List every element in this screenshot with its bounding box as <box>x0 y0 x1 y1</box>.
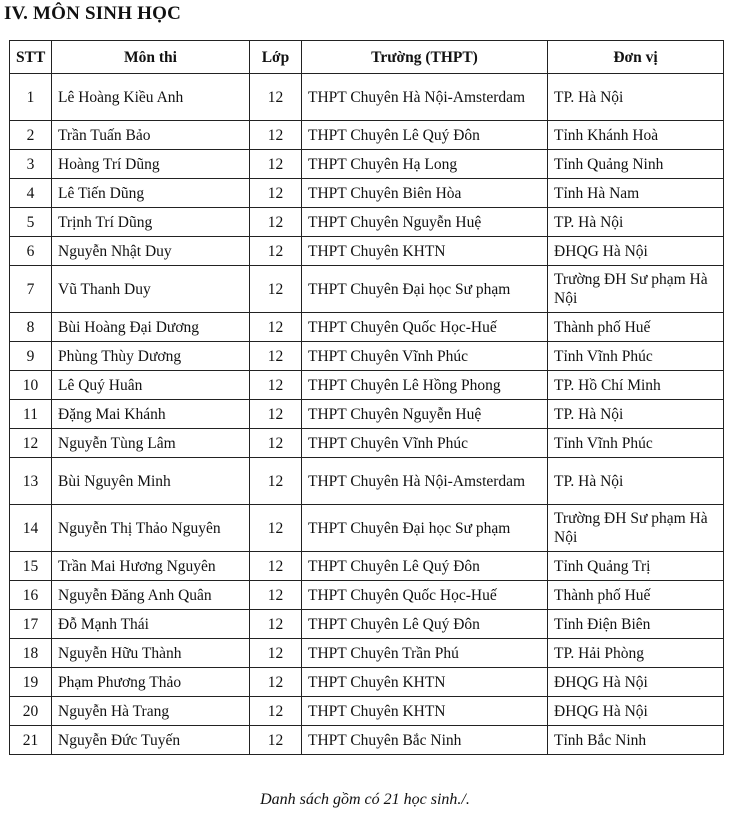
student-table <box>9 40 724 755</box>
section-title: IV. MÔN SINH HỌC <box>4 3 182 24</box>
table-header-row <box>10 41 724 74</box>
cell-unit: Tỉnh Vĩnh Phúc <box>548 342 724 371</box>
cell-name: Trần Tuấn Bảo <box>52 121 250 150</box>
cell-school: THPT Chuyên Lê Quý Đôn <box>302 610 548 639</box>
cell-stt: 19 <box>10 668 52 697</box>
table-row <box>10 610 724 639</box>
cell-school: THPT Chuyên Vĩnh Phúc <box>302 342 548 371</box>
cell-school: THPT Chuyên Hà Nội-Amsterdam <box>302 458 548 505</box>
cell-stt: 8 <box>10 313 52 342</box>
cell-stt: 21 <box>10 726 52 755</box>
table-row <box>10 313 724 342</box>
cell-grade: 12 <box>250 668 302 697</box>
cell-grade: 12 <box>250 371 302 400</box>
cell-name: Nguyễn Đức Tuyến <box>52 726 250 755</box>
cell-name: Vũ Thanh Duy <box>52 266 250 313</box>
cell-stt: 2 <box>10 121 52 150</box>
cell-unit: Tỉnh Quảng Trị <box>548 552 724 581</box>
cell-name: Nguyễn Đăng Anh Quân <box>52 581 250 610</box>
table-row <box>10 121 724 150</box>
cell-school: THPT Chuyên Lê Quý Đôn <box>302 552 548 581</box>
table-row <box>10 505 724 552</box>
table-row <box>10 266 724 313</box>
cell-school: THPT Chuyên Quốc Học-Huế <box>302 581 548 610</box>
cell-name: Nguyễn Hà Trang <box>52 697 250 726</box>
cell-school: THPT Chuyên Hạ Long <box>302 150 548 179</box>
cell-name: Nguyễn Thị Thảo Nguyên <box>52 505 250 552</box>
table-row <box>10 400 724 429</box>
table-row <box>10 237 724 266</box>
cell-grade: 12 <box>250 121 302 150</box>
cell-grade: 12 <box>250 208 302 237</box>
cell-stt: 5 <box>10 208 52 237</box>
cell-unit: TP. Hải Phòng <box>548 639 724 668</box>
cell-stt: 6 <box>10 237 52 266</box>
cell-unit: TP. Hà Nội <box>548 208 724 237</box>
cell-grade: 12 <box>250 150 302 179</box>
cell-unit: TP. Hà Nội <box>548 400 724 429</box>
cell-unit: TP. Hà Nội <box>548 74 724 121</box>
cell-name: Đặng Mai Khánh <box>52 400 250 429</box>
cell-stt: 4 <box>10 179 52 208</box>
cell-name: Trịnh Trí Dũng <box>52 208 250 237</box>
cell-grade: 12 <box>250 726 302 755</box>
cell-school: THPT Chuyên Lê Hồng Phong <box>302 371 548 400</box>
header-unit: Đơn vị <box>548 41 724 74</box>
cell-school: THPT Chuyên Đại học Sư phạm <box>302 505 548 552</box>
cell-school: THPT Chuyên Lê Quý Đôn <box>302 121 548 150</box>
cell-grade: 12 <box>250 237 302 266</box>
cell-unit: Tỉnh Khánh Hoà <box>548 121 724 150</box>
cell-unit: Tỉnh Bắc Ninh <box>548 726 724 755</box>
cell-name: Lê Quý Huân <box>52 371 250 400</box>
table-row <box>10 74 724 121</box>
cell-name: Hoàng Trí Dũng <box>52 150 250 179</box>
cell-name: Đỗ Mạnh Thái <box>52 610 250 639</box>
cell-stt: 12 <box>10 429 52 458</box>
cell-unit: Tỉnh Quảng Ninh <box>548 150 724 179</box>
cell-grade: 12 <box>250 552 302 581</box>
cell-grade: 12 <box>250 342 302 371</box>
header-grade: Lớp <box>250 41 302 74</box>
table-row <box>10 552 724 581</box>
cell-school: THPT Chuyên Nguyễn Huệ <box>302 400 548 429</box>
cell-stt: 14 <box>10 505 52 552</box>
cell-school: THPT Chuyên Quốc Học-Huế <box>302 313 548 342</box>
table-row <box>10 458 724 505</box>
cell-school: THPT Chuyên KHTN <box>302 668 548 697</box>
cell-unit: ĐHQG Hà Nội <box>548 668 724 697</box>
cell-name: Lê Tiến Dũng <box>52 179 250 208</box>
cell-name: Bùi Nguyên Minh <box>52 458 250 505</box>
cell-name: Nguyễn Tùng Lâm <box>52 429 250 458</box>
table-row <box>10 429 724 458</box>
cell-grade: 12 <box>250 266 302 313</box>
cell-name: Trần Mai Hương Nguyên <box>52 552 250 581</box>
table-row <box>10 697 724 726</box>
cell-grade: 12 <box>250 458 302 505</box>
cell-name: Phùng Thùy Dương <box>52 342 250 371</box>
cell-grade: 12 <box>250 400 302 429</box>
cell-unit: ĐHQG Hà Nội <box>548 237 724 266</box>
cell-unit: ĐHQG Hà Nội <box>548 697 724 726</box>
table-row <box>10 581 724 610</box>
header-stt: STT <box>10 41 52 74</box>
header-name: Môn thi <box>52 41 250 74</box>
cell-stt: 16 <box>10 581 52 610</box>
cell-grade: 12 <box>250 697 302 726</box>
cell-grade: 12 <box>250 74 302 121</box>
table-row <box>10 150 724 179</box>
cell-stt: 9 <box>10 342 52 371</box>
cell-unit: Thành phố Huế <box>548 313 724 342</box>
cell-grade: 12 <box>250 639 302 668</box>
cell-stt: 17 <box>10 610 52 639</box>
cell-stt: 1 <box>10 74 52 121</box>
cell-stt: 18 <box>10 639 52 668</box>
cell-name: Phạm Phương Thảo <box>52 668 250 697</box>
cell-school: THPT Chuyên KHTN <box>302 237 548 266</box>
header-school: Trường (THPT) <box>302 41 548 74</box>
cell-grade: 12 <box>250 179 302 208</box>
cell-school: THPT Chuyên Nguyễn Huệ <box>302 208 548 237</box>
cell-school: THPT Chuyên Vĩnh Phúc <box>302 429 548 458</box>
cell-stt: 11 <box>10 400 52 429</box>
cell-stt: 7 <box>10 266 52 313</box>
cell-unit: Trường ĐH Sư phạm Hà Nội <box>548 266 724 313</box>
cell-unit: TP. Hà Nội <box>548 458 724 505</box>
cell-grade: 12 <box>250 313 302 342</box>
cell-stt: 3 <box>10 150 52 179</box>
table-row <box>10 726 724 755</box>
cell-grade: 12 <box>250 610 302 639</box>
cell-grade: 12 <box>250 429 302 458</box>
cell-unit: Tỉnh Điện Biên <box>548 610 724 639</box>
table-row <box>10 208 724 237</box>
cell-stt: 15 <box>10 552 52 581</box>
cell-grade: 12 <box>250 505 302 552</box>
cell-name: Nguyễn Hữu Thành <box>52 639 250 668</box>
cell-unit: Thành phố Huế <box>548 581 724 610</box>
cell-school: THPT Chuyên Bắc Ninh <box>302 726 548 755</box>
cell-unit: Tỉnh Vĩnh Phúc <box>548 429 724 458</box>
cell-school: THPT Chuyên Đại học Sư phạm <box>302 266 548 313</box>
cell-unit: Tỉnh Hà Nam <box>548 179 724 208</box>
cell-name: Lê Hoàng Kiều Anh <box>52 74 250 121</box>
table-row <box>10 371 724 400</box>
cell-school: THPT Chuyên Hà Nội-Amsterdam <box>302 74 548 121</box>
cell-name: Bùi Hoàng Đại Dương <box>52 313 250 342</box>
footer-note: Danh sách gồm có 21 học sinh./. <box>260 791 470 808</box>
cell-stt: 20 <box>10 697 52 726</box>
cell-school: THPT Chuyên Trần Phú <box>302 639 548 668</box>
cell-school: THPT Chuyên KHTN <box>302 697 548 726</box>
table-row <box>10 179 724 208</box>
cell-school: THPT Chuyên Biên Hòa <box>302 179 548 208</box>
cell-stt: 10 <box>10 371 52 400</box>
table-row <box>10 639 724 668</box>
table-row <box>10 342 724 371</box>
cell-unit: Trường ĐH Sư phạm Hà Nội <box>548 505 724 552</box>
cell-unit: TP. Hồ Chí Minh <box>548 371 724 400</box>
cell-grade: 12 <box>250 581 302 610</box>
table-row <box>10 668 724 697</box>
cell-stt: 13 <box>10 458 52 505</box>
cell-name: Nguyễn Nhật Duy <box>52 237 250 266</box>
